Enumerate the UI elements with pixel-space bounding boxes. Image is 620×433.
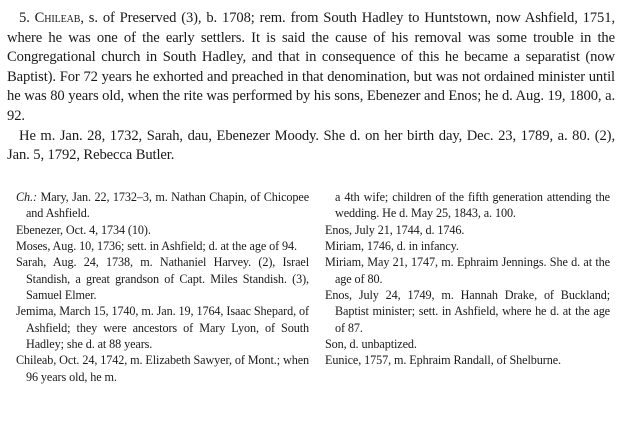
children-label: Ch.: — [16, 190, 37, 204]
child-entry: Enos, July 21, 1744, d. 1746. — [325, 222, 465, 237]
children-left-column — [16, 189, 309, 385]
child-entry — [16, 189, 309, 222]
child-entry: Miriam, 1746, d. in infancy. — [325, 239, 459, 254]
child-entry: Eunice, 1757, m. Ephraim Randall, of Shelburne. — [325, 353, 561, 368]
marriage-paragraph: He m. Jan. 28, 1732, Sarah, dau, Ebenezer Moody. She d. on her birth day, Dec. 23, 1789, a. 80. (2), Jan. 5, 1792, Rebecca Butler. — [7, 127, 615, 164]
children-right-column — [325, 189, 610, 369]
entry-text — [7, 9, 615, 166]
entry-paragraph — [7, 9, 615, 127]
child-entry: Son, d. unbaptized. — [325, 337, 417, 352]
child-entry: Miriam, May 21, 1747, m. Ephraim Jennings. She d. at the age of 80. — [325, 255, 610, 286]
entry-body: , s. of Preserved (3), b. 1708; rem. from South Hadley to Huntstown, now Ashfield, 1751, where he was one of the early settlers. It is said the cause of his removal was some trouble in the Congregational church in South Hadley, and that in consequence of this he became a separatist (now Baptist). For 72 years he exhorted and preached in that denomination, but was not ordained minister until he was 80 years old, when the rite was performed by his sons, Ebenezer and Enos; he d. Aug. 19, 1800, a. 92. — [7, 10, 615, 124]
child-text: Mary, Jan. 22, 1732–3, m. Nathan Chapin, of Chicopee and Ashfield. — [26, 190, 309, 221]
child-entry: Moses, Aug. 10, 1736; sett. in Ashfield; d. at the age of 94. — [16, 239, 297, 254]
entry-number: 5. — [19, 10, 30, 26]
entry-name: Chileab — [34, 10, 81, 26]
child-entry: Enos, July 24, 1749, m. Hannah Drake, of Buckland; Baptist minister; sett. in Ashfield, where he d. at the age of 87. — [325, 288, 610, 335]
child-entry: Sarah, Aug. 24, 1738, m. Nathaniel Harvey. (2), Israel Standish, a great grandson of Capt. Miles Standish. (3), Samuel Elmer. — [16, 255, 309, 303]
child-entry: Ebenezer, Oct. 4, 1734 (10). — [16, 222, 151, 237]
child-entry: Jemima, March 15, 1740, m. Jan. 19, 1764, Isaac Shepard, of Ashfield; they were ancestors of Mary Lyon, of South Hadley; she d. at 88 years. — [16, 304, 309, 352]
child-entry-continuation: a 4th wife; children of the fifth generation attending the wedding. He d. May 25, 1843, a. 100. — [335, 190, 610, 221]
child-entry: Chileab, Oct. 24, 1742, m. Elizabeth Sawyer, of Mont.; when 96 years old, he m. — [16, 353, 309, 384]
